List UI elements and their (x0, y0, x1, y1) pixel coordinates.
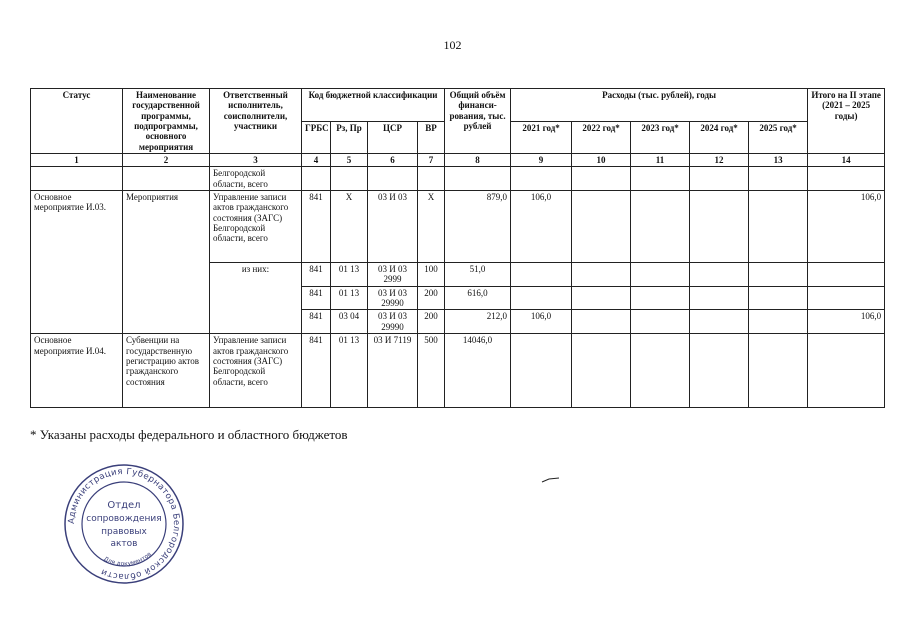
total-cell: 616,0 (445, 286, 511, 310)
header-grbs: ГРБС (302, 121, 331, 154)
column-number: 3 (210, 154, 302, 167)
responsible-cell: Управление записи актов гражданского состояния (ЗАГС) Белгородской области, всего (210, 191, 302, 263)
y2021-cell (511, 263, 572, 287)
total-cell: 51,0 (445, 263, 511, 287)
header-csr: ЦСР (368, 121, 418, 154)
total-cell: 212,0 (445, 310, 511, 334)
header-2024: 2024 год* (690, 121, 749, 154)
header-row-1 (31, 89, 885, 122)
rzpr-cell: 03 04 (331, 310, 368, 334)
column-number: 11 (631, 154, 690, 167)
stage-total-cell (808, 286, 885, 310)
column-number: 4 (302, 154, 331, 167)
carry-responsible: Белгородской области, всего (210, 167, 302, 191)
column-number: 7 (418, 154, 445, 167)
stage-total-cell: 106,0 (808, 310, 885, 334)
vr-cell: 200 (418, 310, 445, 334)
table-row (31, 334, 885, 408)
header-stage-total: Итого на II этапе (2021 – 2025 годы) (808, 89, 885, 154)
column-number: 1 (31, 154, 123, 167)
responsible-cell: Управление записи актов гражданского состояния (ЗАГС) Белгородской области, всего (210, 334, 302, 408)
budget-table (30, 88, 885, 408)
vr-cell: 200 (418, 286, 445, 310)
total-cell: 879,0 (445, 191, 511, 263)
grbs-cell: 841 (302, 286, 331, 310)
csr-cell: 03 И 03 (368, 191, 418, 263)
header-2021: 2021 год* (511, 121, 572, 154)
name-cell: Субвенции на государственную регистрацию актов гражданского состояния (123, 334, 210, 408)
column-number: 9 (511, 154, 572, 167)
stage-total-cell: 106,0 (808, 191, 885, 263)
rzpr-cell: 01 13 (331, 286, 368, 310)
grbs-cell: 841 (302, 191, 331, 263)
table-row (31, 167, 885, 191)
stamp-ring-text: Администрация Губернатора Белгородской области (66, 466, 182, 582)
header-status: Статус (31, 89, 123, 154)
grbs-cell: 841 (302, 263, 331, 287)
vr-cell: 100 (418, 263, 445, 287)
official-stamp (62, 462, 186, 586)
header-budget-code: Код бюджетной классификации (302, 89, 445, 122)
svg-text:Для документов (102, 550, 153, 567)
header-vr: ВР (418, 121, 445, 154)
header-responsible: Ответственный исполнитель, соисполнители, участники (210, 89, 302, 154)
stamp-line: правовых (101, 527, 147, 537)
status-cell: Основное мероприятие И.03. (31, 191, 123, 334)
header-2023: 2023 год* (631, 121, 690, 154)
y2021-cell: 106,0 (511, 191, 572, 263)
name-cell: Мероприятия (123, 191, 210, 334)
footnote: * Указаны расходы федерального и областного бюджетов (30, 427, 348, 442)
stamp-line: Отдел (107, 500, 141, 511)
csr-cell: 03 И 7119 (368, 334, 418, 408)
column-number: 13 (749, 154, 808, 167)
vr-cell: Х (418, 191, 445, 263)
column-number: 2 (123, 154, 210, 167)
vr-cell: 500 (418, 334, 445, 408)
header-rzpr: Рз, Пр (331, 121, 368, 154)
pen-mark-icon (541, 476, 561, 484)
stamp-line: сопровождения (86, 514, 162, 524)
of-which-label: из них: (210, 263, 302, 334)
grbs-cell: 841 (302, 334, 331, 408)
stage-total-cell (808, 263, 885, 287)
column-number: 10 (572, 154, 631, 167)
csr-cell: 03 И 03 29990 (368, 286, 418, 310)
table-row (31, 191, 885, 263)
header-total-volume: Общий объём финанси-рования, тыс. рублей (445, 89, 511, 154)
column-number-row (31, 154, 885, 167)
status-cell: Основное мероприятие И.04. (31, 334, 123, 408)
header-name: Наименование государственной программы, подпрограммы, основного мероприятия (123, 89, 210, 154)
csr-cell: 03 И 03 29990 (368, 310, 418, 334)
column-number: 14 (808, 154, 885, 167)
column-number: 8 (445, 154, 511, 167)
y2021-cell (511, 286, 572, 310)
header-2022: 2022 год* (572, 121, 631, 154)
stamp-line: актов (110, 539, 138, 549)
rzpr-cell: 01 13 (331, 263, 368, 287)
total-cell: 14046,0 (445, 334, 511, 408)
rzpr-cell: Х (331, 191, 368, 263)
stamp-icon (62, 462, 186, 586)
stamp-inner-text: Для документов (102, 550, 153, 568)
grbs-cell: 841 (302, 310, 331, 334)
y2021-cell: 106,0 (511, 310, 572, 334)
header-2025: 2025 год* (749, 121, 808, 154)
column-number: 12 (690, 154, 749, 167)
column-number: 5 (331, 154, 368, 167)
rzpr-cell: 01 13 (331, 334, 368, 408)
column-number: 6 (368, 154, 418, 167)
page-number: 102 (443, 38, 462, 52)
csr-cell: 03 И 03 2999 (368, 263, 418, 287)
header-expenses: Расходы (тыс. рублей), годы (511, 89, 808, 122)
